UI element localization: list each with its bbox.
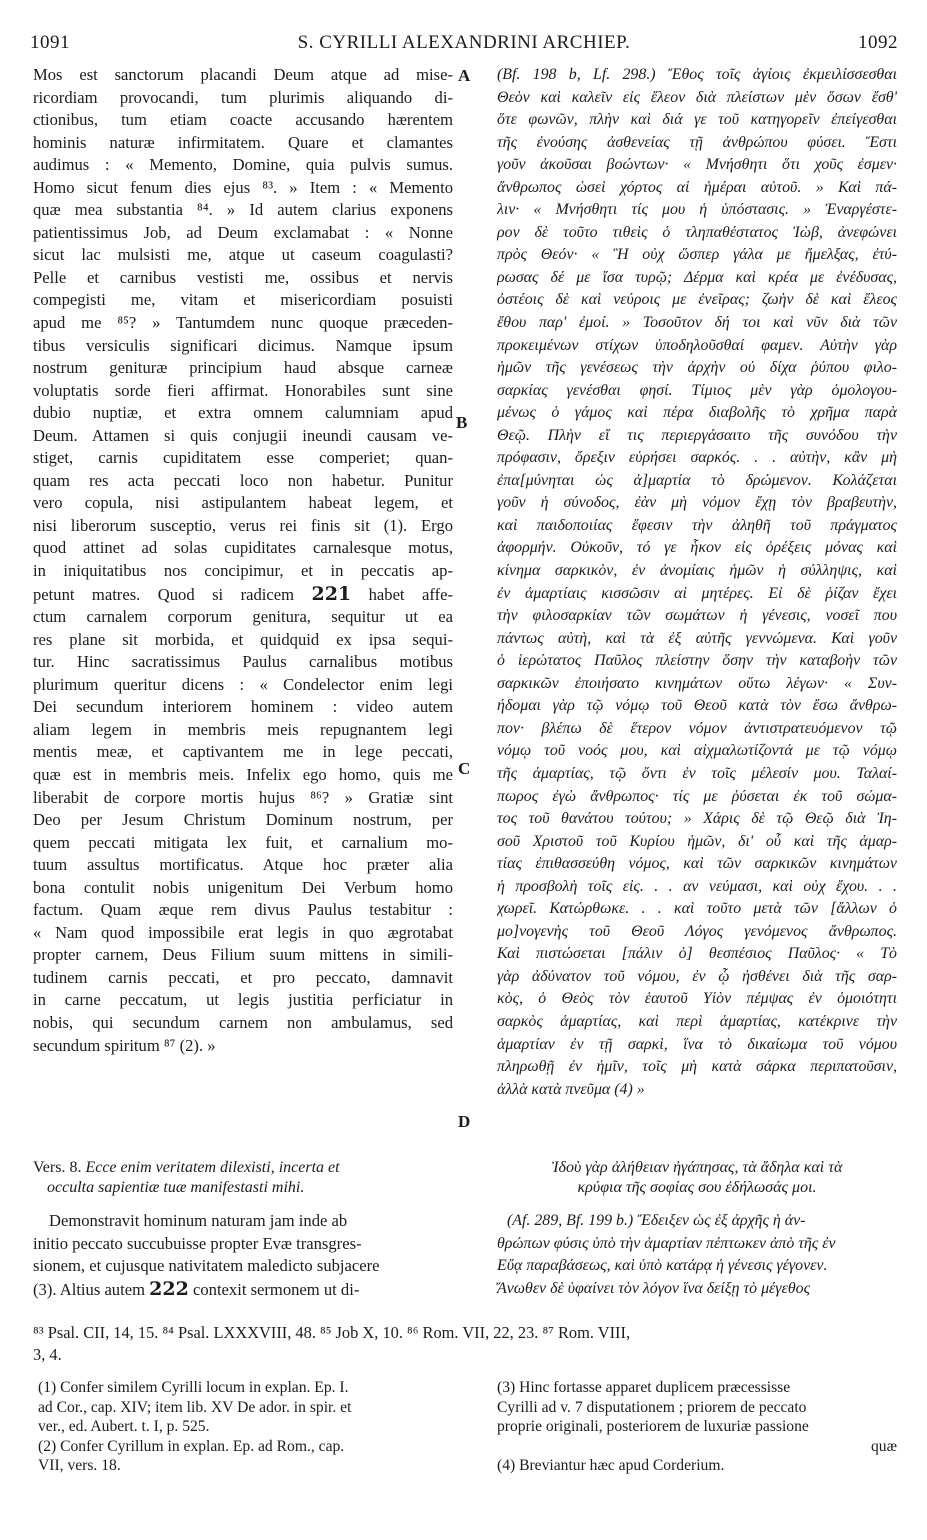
footnote-line: (2) Confer Cyrillum in explan. Ep. ad Rom., cap. <box>38 1437 345 1455</box>
greek-line: ἀφορμήν. Οὐκοῦν, τό γε ἧκον εἰς ὀρέξεις μόνας καὶ <box>497 539 897 557</box>
latin-line: Demonstravit hominum naturam jam inde ab <box>49 1211 348 1230</box>
footnote-line: quæ <box>871 1437 897 1455</box>
latin-line: « Nam quod impossibile erat legis in quo ægrotabat <box>33 922 453 942</box>
latin-line-with-page-marker <box>33 1278 453 1302</box>
latin-line: nisi liberorum susceptio, verus rei finis sit (1). Ergo <box>33 515 453 535</box>
latin-line: plurimum queritur dicens : « Condelector enim legi <box>33 674 453 694</box>
latin-line-with-page-marker <box>33 583 453 607</box>
greek-line: θρώπων φύσις ὑπὸ τὴν ἁμαρτίαν πέπτωκεν ἀπὸ τῆς ἐν <box>497 1234 836 1252</box>
verse-number: Vers. 8. <box>33 1159 82 1176</box>
greek-line: πωρος ἐγὼ ἄνθρωπος· τίς με ῥύσεται ἐκ τοῦ σώμα- <box>497 787 897 805</box>
greek-line: ἄνθρωπος ὡσεὶ χόρτος αἱ ἡμέραι αὐτοῦ. » Καὶ πά- <box>497 178 897 196</box>
greek-line: τὴν φιλοσαρκίαν τῶν σωμάτων ἡ γένεσις, νοσεῖ που <box>497 607 897 625</box>
latin-line: ricordiam provocandi, tum plurimis aliquando di- <box>33 87 453 107</box>
latin-line: Deo per Jesum Christum Dominum nostrum, per <box>33 810 453 830</box>
edition-page-number: 222 <box>149 1277 189 1300</box>
footnote-line: VII, vers. 18. <box>38 1457 121 1474</box>
footnote-line: (3) Hinc fortasse apparet duplicem præcessisse <box>497 1379 791 1396</box>
verse-heading-greek <box>497 1158 897 1198</box>
greek-paragraph-2 <box>497 1210 897 1300</box>
verse-heading-latin <box>33 1158 453 1198</box>
greek-line: ἡμῶν τῆς γενέσεως τὴν ἀρχὴν οὐ δίχα ῥύπου φιλο- <box>497 359 897 377</box>
latin-line: nostrum genituræ principium haud absque carneæ <box>33 358 453 378</box>
section-marker-c: C <box>458 759 471 778</box>
footnote-line: Cyrilli ad v. 7 disputationem ; priorem de peccato <box>497 1398 807 1416</box>
latin-line: ctum carnalem corporum genitura, sequitur ut ea <box>33 607 453 627</box>
latin-column <box>33 64 453 1057</box>
latin-line-start: (3). Altius autem <box>33 1279 145 1299</box>
greek-line: σαρκὸς ἁμαρτίας, καὶ περὶ ἁμαρτίας, κατέκρινε τὴν <box>497 1012 897 1030</box>
latin-line: Homo sicut fenum dies ejus ⁸³. » Item : « Memento <box>33 177 453 197</box>
latin-line: Deum. Attamen si quis conjugii ineundi causam ve- <box>33 425 453 445</box>
latin-line: aliam legem in membris meis repugnantem legi <box>33 719 453 739</box>
verse-text: Ecce enim veritatem dilexisti, incerta et <box>85 1159 340 1176</box>
section-marker-a: A <box>458 66 471 85</box>
greek-line: πρὸς Θεόν· « Ἢ οὐχ ὥσπερ γάλα με ἤμελξας, ἐτύ- <box>497 246 897 264</box>
latin-line: tibus versiculis significari dicimus. Namque ipsum <box>33 335 453 355</box>
greek-line: ὀστέοις δὲ καὶ νεύροις με ἐνεῖρας; ζωὴν δὲ καὶ ἔλεος <box>497 291 897 309</box>
latin-paragraph-2 <box>33 1210 453 1301</box>
verse-text: κρύφια τῆς σοφίας σου ἐδήλωσάς μοι. <box>577 1179 817 1196</box>
verse-heading-latin-line <box>33 1158 453 1178</box>
greek-line: ἀλλὰ κατὰ πνεῦμα (4) » <box>497 1080 645 1098</box>
greek-line: γὰρ ἀδύνατον τοῦ νόμου, ἐν ᾧ ἠσθένει διὰ τῆς σαρ- <box>497 967 897 985</box>
latin-line: res plane sit morbida, et quidquid ex ipsa sequi- <box>33 629 453 649</box>
greek-line: σοῦ Χριστοῦ τοῦ Κυρίου ἡμῶν, δι' οὗ καὶ τῆς ἁμαρ- <box>497 832 897 850</box>
latin-line: sionem, et cujusque nativitatem maledicto subjacere <box>33 1256 380 1275</box>
greek-line: τίας ἐπιθασσεύθη νόμος, καὶ τῶν σαρκικῶν κινημάτων <box>497 855 897 873</box>
page-number-right: 1092 <box>858 32 898 53</box>
greek-line: νόμῳ τοῦ νοός μου, καὶ αἰχμαλωτίζοντά με τῷ νόμῳ <box>497 742 897 760</box>
latin-line: hominis naturæ infirmitatem. Quare et clamantes <box>33 132 453 152</box>
greek-line: πληρωθῇ ἐν ἡμῖν, τοῖς μὴ κατὰ σάρκα περιπατοῦσιν, <box>497 1058 897 1076</box>
greek-line: (Bf. 198 b, Lf. 298.) Ἔθος τοῖς ἁγίοις ἐκμειλίσσεσθαι <box>497 66 897 83</box>
greek-line: σαρκικῶν ἐποιήσατο κινημάτων οὕτω λέγων· « Συν- <box>497 674 897 692</box>
latin-line: stiget, carnis cupiditatem esse comperiet; quan- <box>33 448 453 468</box>
greek-line: Καὶ πιστώσεται [πάλιν ὁ] θεσπέσιος Παῦλος· « Τὸ <box>497 945 897 963</box>
edition-page-number: 221 <box>311 582 352 605</box>
greek-line: ἐπα[μύνηται ὡς ἁ]μαρτία τὸ δρώμενον. Κολάζεται <box>497 471 897 489</box>
latin-line: propter carnem, Deus Filium suum mittens in simili- <box>33 945 453 965</box>
latin-line: voluptatis sorde fieri affirmat. Honorabiles sunt sine <box>33 380 453 400</box>
scripture-reference-line: 3, 4. <box>33 1345 62 1364</box>
footnotes-left <box>38 1378 458 1476</box>
latin-line: liberabit de corpore mortis hujus ⁸⁶? » Gratiæ sint <box>33 787 453 807</box>
latin-line: secundum spiritum ⁸⁷ (2). » <box>33 1035 216 1055</box>
greek-line: κὸς, ὁ Θεὸς τὸν ἑαυτοῦ Υἱὸν πέμψας ἐν ὁμοιότητι <box>497 990 897 1008</box>
greek-line: γοῦν ἡ σύνοδος, ἐὰν μὴ νόμον ἔχῃ τὸν βραβευτὴν, <box>497 494 897 512</box>
greek-line: τῆς ἐνούσης ἀσθενείας τῇ ἀνθρώπου φύσει. Ἔστι <box>497 133 897 151</box>
section-marker-b: B <box>456 413 468 432</box>
greek-line: μένως ὁ γάμος καὶ πέρα διαβολῆς τὸ χρῆμα παρὰ <box>497 404 897 422</box>
greek-line: πρόφασιν, ὄρεξιν εὑρήσει σαρκός. . . αὐτὴν, κἂν μὴ <box>497 449 897 467</box>
latin-line-end: habet affe- <box>368 584 453 604</box>
footnote-line: (1) Confer similem Cyrilli locum in explan. Ep. I. <box>38 1379 349 1396</box>
latin-line: bona contulit nobis unigenitum Dei Verbum homo <box>33 877 453 897</box>
latin-line: mentis meæ, et captivantem me in lege peccati, <box>33 742 453 762</box>
latin-line: Dei secundum interiorem hominem : video autem <box>33 697 453 717</box>
greek-line: ρον δὲ τοῦτο τιθεὶς ὁ τληπαθέστατος Ἰὼβ, ἀνεφώνει <box>497 223 897 241</box>
greek-line: τος τοῦ θανάτου τούτου; » Χάρις δὲ τῷ Θεῷ διὰ Ἰη- <box>497 810 897 828</box>
greek-line: προκειμένων στίχων ὑποδηλοῦσθαί φαμεν. Αὐτὴν γὰρ <box>497 336 897 354</box>
latin-line: apud me ⁸⁵? » Tantumdem nunc quoque præceden- <box>33 313 453 333</box>
verse-text: Ἰδοὺ γὰρ ἀλήθειαν ἠγάπησας, τὰ ἄδηλα καὶ τὰ <box>551 1159 843 1176</box>
verse-text: occulta sapientiæ tuæ manifestasti mihi. <box>47 1179 305 1196</box>
greek-line: ήδομαι γὰρ τῷ νόμῳ τοῦ Θεοῦ κατὰ τὸν ἔσω ἄνθρω- <box>497 697 897 715</box>
latin-line: quem peccati mitigata lex fuit, et carnalium mo- <box>33 832 453 852</box>
latin-line: tuum assultus mortificatus. Atque hoc præter alia <box>33 855 453 875</box>
page-number-left: 1091 <box>30 32 70 53</box>
latin-line: nobis, qui secundum carnem non ambulamus, sed <box>33 1012 453 1032</box>
greek-line: ἐν ἁμαρτίαις κισσῶσιν αἱ μητέρες. Εἰ δὲ ῥίζαν ἔχει <box>497 584 897 602</box>
greek-line: ἡ προσβολὴ τοῖς εἰς. . . αν νεύμασι, καὶ οὐχ ἔχου. . . <box>497 877 897 895</box>
latin-line: Mos est sanctorum placandi Deum atque ad mise- <box>33 65 453 84</box>
latin-line: in carne peccatum, ut legis justitia perficiatur in <box>33 990 453 1010</box>
latin-line: initio peccato succubuisse propter Evæ transgres- <box>33 1233 362 1253</box>
latin-line: factum. Quam æque rem divus Paulus testabitur : <box>33 900 453 920</box>
greek-column <box>497 64 897 1101</box>
greek-line: Εὔᾳ παραβάσεως, καὶ ὑπὸ κατάρᾳ ἡ γένεσις γέγονεν. <box>497 1257 828 1274</box>
greek-line: Θεὸν καὶ καλεῖν εἰς ἔλεον διὰ πλείστων μὲν ὅσων ἔσθ' <box>497 88 897 106</box>
latin-line: ctionibus, tum etiam coacte accusando hærentem <box>33 110 453 130</box>
greek-line: (Af. 289, Bf. 199 b.) Ἔδειξεν ὡς ἐξ ἀρχῆς ἡ ἀν- <box>507 1212 806 1229</box>
greek-line: καὶ παιδοποιίας ἔφεσιν τὴν ἀληθῆ τοῦ πράγματος <box>497 516 897 534</box>
section-marker-d: D <box>458 1112 471 1131</box>
latin-line: patientissimus Job, ad Deum exclamabat : « Nonne <box>33 222 453 242</box>
greek-line: ὁ ἱερώτατος Παῦλος πλείστην ὅσην τὴν καταβοὴν τῶν <box>497 652 897 670</box>
footnotes-right <box>497 1378 897 1476</box>
footnote-line: ver., ed. Aubert. t. I, p. 525. <box>38 1418 210 1435</box>
latin-line-end: contexit sermonem ut di- <box>192 1279 360 1299</box>
latin-line: in iniquitatibus nos concipimur, et in peccatis ap- <box>33 561 453 581</box>
running-header <box>30 32 898 56</box>
scripture-reference-line: ⁸³ Psal. CII, 14, 15. ⁸⁴ Psal. LXXXVIII, 48. ⁸⁵ Job X, 10. ⁸⁶ Rom. VII, 22, 23. ⁸⁷ Rom. VIII, <box>33 1323 631 1342</box>
latin-line-start: petunt matres. Quod si radicem <box>33 584 295 604</box>
latin-line: compegisti me, vitam et misericordiam posuisti <box>33 290 453 310</box>
latin-line: vero copula, nisi astipulantem habeat legem, et <box>33 493 453 513</box>
scripture-references <box>33 1322 898 1366</box>
greek-line: σαρκίας γενέσθαι φησί. Τίμιος μὲν γὰρ ὁμολογου- <box>497 381 897 399</box>
latin-line: audimus : « Memento, Domine, quia pulvis sumus. <box>33 155 453 175</box>
latin-line: Pelle et carnibus vestisti me, ossibus et nervis <box>33 267 453 287</box>
greek-line: κίνημα σαρκικὸν, ἐν ἀνομίαις ἡμῶν ἡ σύλληψις, καὶ <box>497 562 897 580</box>
latin-line: sicut lac mulsisti me, atque ut caseum coagulasti? <box>33 245 453 265</box>
footnote-line: ad Cor., cap. XIV; item lib. XV De ador. in spir. et <box>38 1398 352 1416</box>
greek-line: τῆς ἁμαρτίας, τῷ ὄντι ἐν τοῖς μέλεσίν μου. Ταλαί- <box>497 764 897 782</box>
footnote-line: proprie originali, posteriorem de luxuriæ passione <box>497 1418 809 1435</box>
latin-line: quod attinet ad solas cupiditates carnalesque motus, <box>33 538 453 558</box>
greek-line: ἔθου παρ' ἐμοί. » Τοσοῦτον δή τοι καὶ νῦν διὰ τῶν <box>497 314 897 332</box>
greek-line: ρωσας δέ με ἴσα τυρῷ; Δέρμα καὶ κρέα με ἐνέδυσας, <box>497 268 897 286</box>
latin-line: quæ est in membris meis. Infelix ego homo, quis me <box>33 764 453 784</box>
greek-line: Ἄνωθεν δὲ ὑφαίνει τὸν λόγον ἵνα δείξῃ τὸ μέγεθος <box>497 1279 811 1297</box>
footnote-line: (4) Breviantur hæc apud Corderium. <box>497 1457 725 1474</box>
greek-line: γοῦν ἀκοῦσαι βοώντων· « Μνήσθητι ὅτι χοῦς ἐσμεν· <box>497 156 897 174</box>
greek-line: μο]νογενὴς τοῦ Θεοῦ Λόγος γενόμενος ἄνθρωπος. <box>497 922 897 940</box>
greek-line: χωρεῖ. Κατώρθωκε. . . καὶ τοῦτο μετὰ τῶν [ἄλλων ὁ <box>497 900 897 918</box>
latin-line: tudinem carnis peccati, et pro peccato, damnavit <box>33 967 453 987</box>
latin-line: quam res acta peccati loco non habetur. Punitur <box>33 470 453 490</box>
running-title: S. CYRILLI ALEXANDRINI ARCHIEP. <box>297 32 631 53</box>
greek-line: λιν· « Μνήσθητι τίς μου ἡ ὑπόστασις. » Ἐναργέστε- <box>497 201 897 219</box>
latin-line: tur. Hinc sacratissimus Paulus carnalibus motibus <box>33 652 453 672</box>
greek-line: ὅτε φωνῶν, πλὴν καὶ διά γε τοῦ κατηγορεῖν ἐπείγεσθαι <box>497 111 897 129</box>
latin-line: dubio nuptiæ, et extra omnem calumniam apud <box>33 403 453 423</box>
greek-line: πον· βλέπω δὲ ἕτερον νόμον ἀντιστρατευόμενον τῷ <box>497 719 897 737</box>
greek-line: ἁμαρτίαν ἐν τῇ σαρκὶ, ἵνα τὸ δικαίωμα τοῦ νόμου <box>497 1035 897 1053</box>
greek-line: πάντως αὐτὴ, καὶ τὰ ἐξ αὐτῆς γεννώμενα. Καὶ γοῦν <box>497 629 897 647</box>
greek-line: Θεῷ. Πλὴν εἴ τις περιεργάσαιτο τῆς συνόδου τὴν <box>497 426 897 444</box>
latin-line: quæ mea substantia ⁸⁴. » Id autem clarius exponens <box>33 200 453 220</box>
